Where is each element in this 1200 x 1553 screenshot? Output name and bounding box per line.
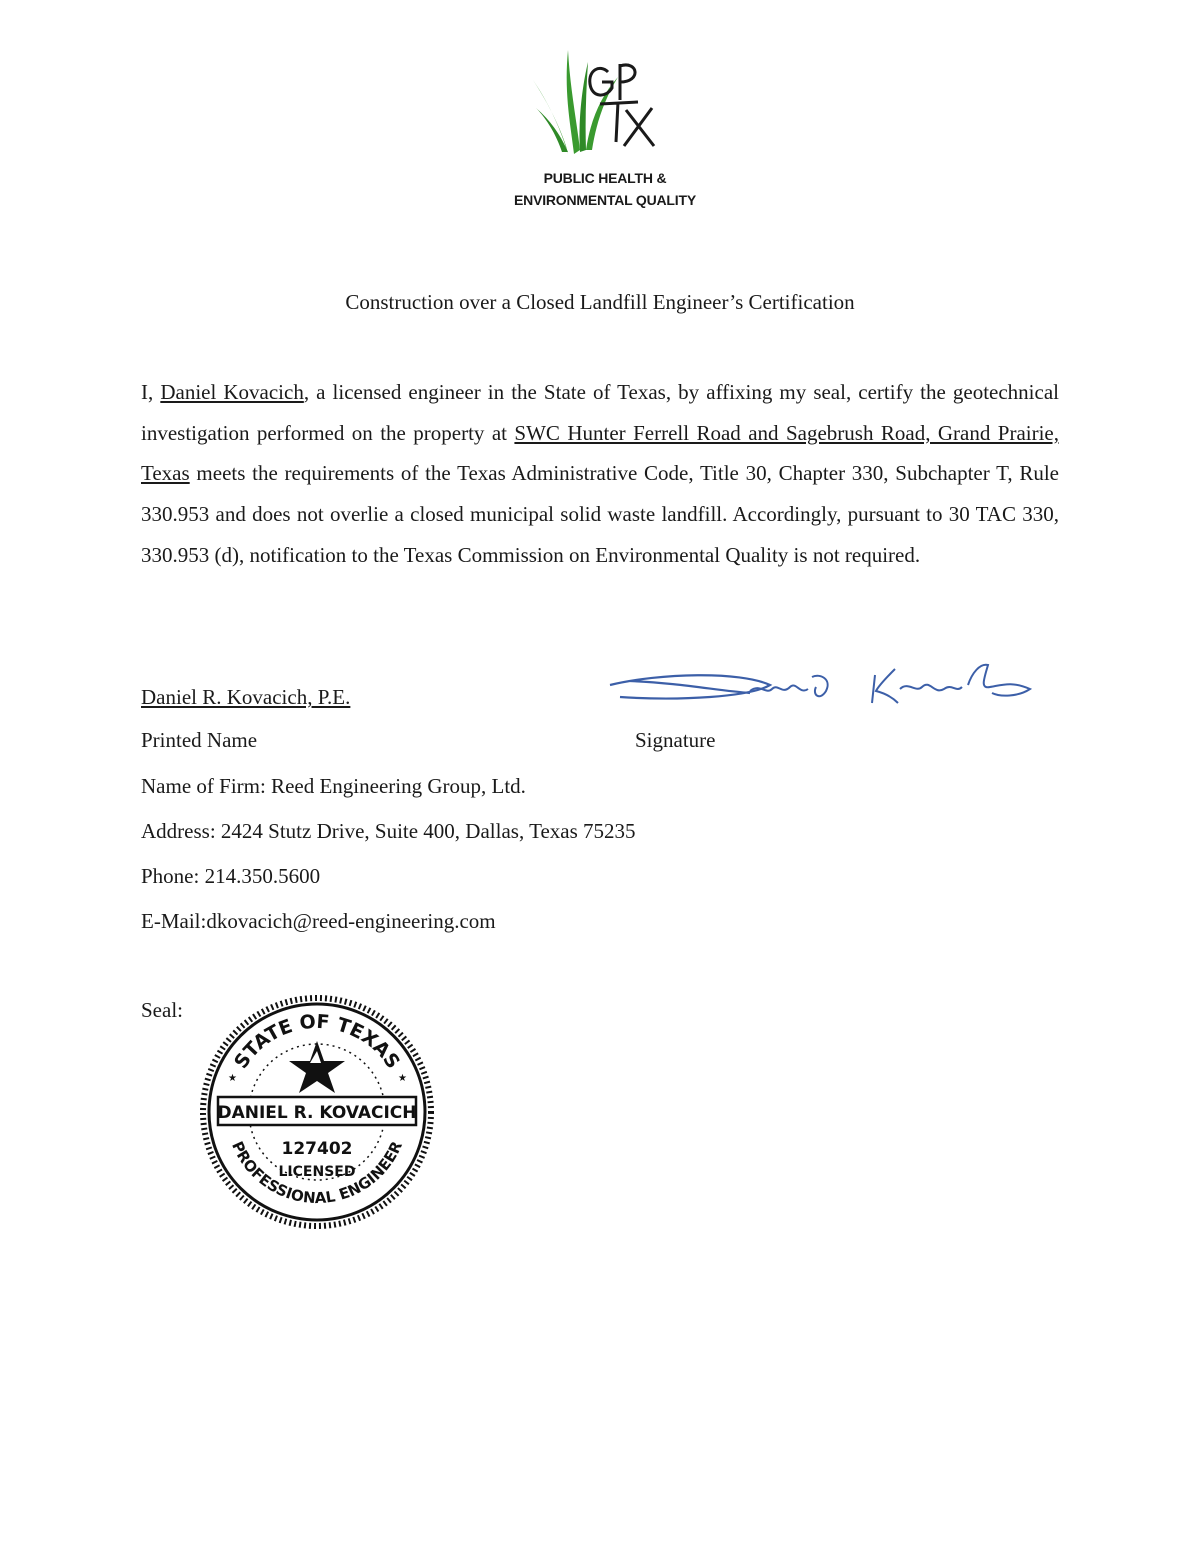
engineer-name-underlined: Daniel Kovacich xyxy=(160,380,304,404)
seal-license-number: 127402 xyxy=(281,1139,353,1159)
engineer-seal xyxy=(198,993,436,1231)
printed-name-value: Daniel R. Kovacich, P.E. xyxy=(141,685,351,709)
grass-monogram-icon xyxy=(530,42,680,157)
seal-licensed-text: LICENSED xyxy=(278,1164,356,1180)
email-address: E-Mail:dkovacich@reed-engineering.com xyxy=(141,909,496,933)
certification-paragraph xyxy=(141,372,1059,576)
logo-line-2: ENVIRONMENTAL QUALITY xyxy=(514,192,696,208)
seal-engineer-name: DANIEL R. KOVACICH xyxy=(217,1103,417,1123)
seal-top-text: STATE OF TEXAS xyxy=(229,1010,405,1073)
property-address-underlined: SWC Hunter Ferrell Road and Sagebrush Road, Grand Prairie, Texas xyxy=(141,420,1059,486)
phone-number: Phone: 214.350.5600 xyxy=(141,864,321,888)
signature-image xyxy=(600,645,1040,720)
svg-text:★: ★ xyxy=(398,1073,407,1084)
printed-name-label: Printed Name xyxy=(141,728,258,752)
paragraph-text-1: I, xyxy=(141,380,161,404)
seal-label: Seal: xyxy=(141,998,183,1022)
signature-label: Signature xyxy=(635,728,716,752)
seal-bottom-text: PROFESSIONAL ENGINEER xyxy=(228,1138,406,1208)
logo-line-1: PUBLIC HEALTH & xyxy=(543,170,667,186)
firm-name: Name of Firm: Reed Engineering Group, Ltd. xyxy=(141,774,526,798)
svg-text:★: ★ xyxy=(228,1073,237,1084)
star-icon xyxy=(289,1041,345,1093)
paragraph-text-2: , a licensed engineer in the State of Texas, by affixing my seal, certify the geotechnical investigation performed on the property at xyxy=(141,380,1059,445)
document-title: Construction over a Closed Landfill Engineer’s Certification xyxy=(345,290,855,314)
firm-address: Address: 2424 Stutz Drive, Suite 400, Dallas, Texas 75235 xyxy=(141,819,636,843)
paragraph-text-3: meets the requirements of the Texas Administrative Code, Title 30, Chapter 330, Subchapter T, Rule 330.953 and does not overlie a closed municipal solid waste landfill. Accordingly, pursuant to 30 TAC 330, 330.953 (d), notification to the Texas Commission on Environmental Quality is not required. xyxy=(141,461,1059,567)
organization-logo xyxy=(490,42,720,217)
